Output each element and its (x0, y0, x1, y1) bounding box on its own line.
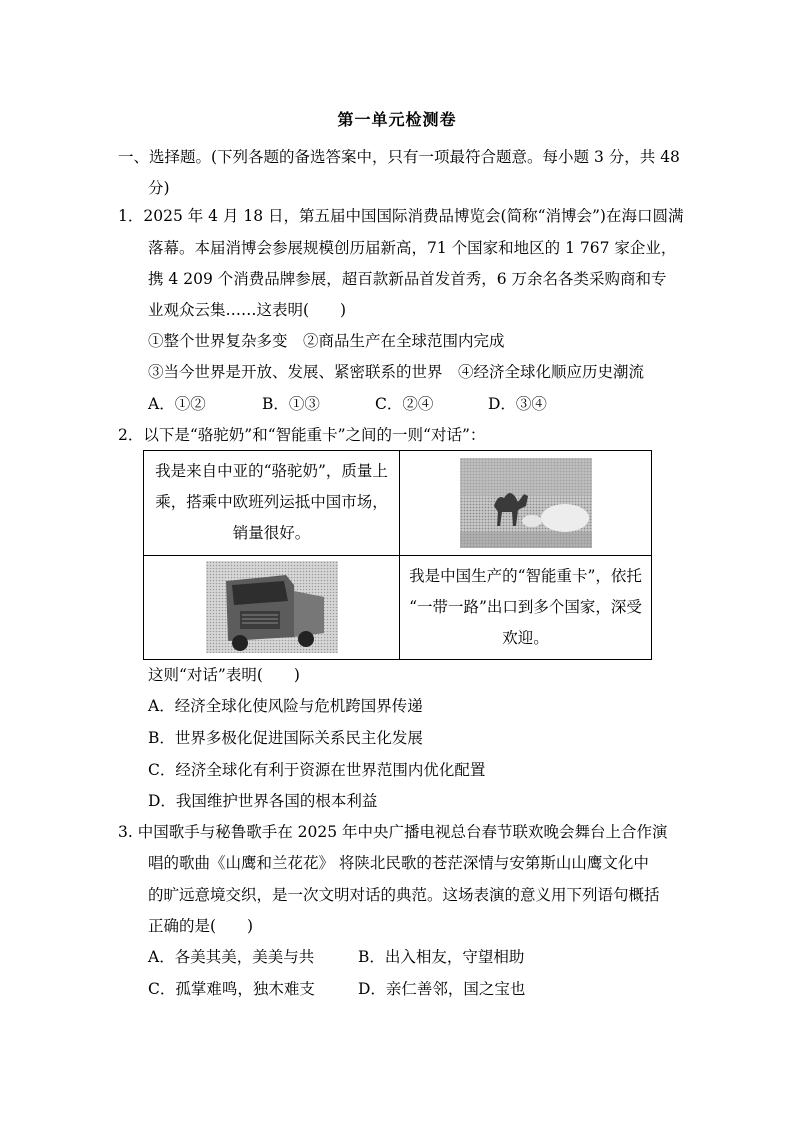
q1-stem-line: 落幕。本届消博会参展规模创历届新高，71 个国家和地区的 1 767 家企业， (148, 239, 677, 257)
q2-stem: 2．以下是“骆驼奶”和“智能重卡”之间的一则“对话”： (118, 426, 486, 444)
camel-milk-cell (144, 451, 400, 556)
dialog-table (143, 450, 652, 660)
truck-text: “一带一路”出口到多个国家，深受 (409, 597, 642, 616)
q2-option-a[interactable]: A．经济全球化使风险与危机跨国界传递 (148, 697, 423, 715)
truck-cell (400, 555, 652, 660)
camel-image-cell (400, 451, 652, 556)
q1-option-d[interactable]: D．③④ (488, 395, 547, 413)
q1-stem-line: 1．2025 年 4 月 18 日，第五届中国国际消费品博览会(简称“消博会”)在海口圆满 (118, 207, 684, 225)
truck-text: 欢迎。 (502, 628, 549, 647)
q3-option-d[interactable]: D．亲仁善邻，国之宝也 (358, 980, 526, 998)
q1-stem-line: 业观众云集……这表明( ) (148, 301, 347, 319)
q3-stem-line: 正确的是( ) (148, 917, 254, 935)
section-heading-cont: 分) (148, 179, 170, 197)
q1-statement: ③当今世界是开放、发展、紧密联系的世界 ④经济全球化顺应历史潮流 (148, 363, 645, 381)
q1-statement: ①整个世界复杂多变 ②商品生产在全球范围内完成 (148, 332, 505, 350)
q1-option-a[interactable]: A．①② (148, 395, 206, 413)
q1-option-c[interactable]: C．②④ (375, 395, 434, 413)
page-title: 第一单元检测卷 (337, 110, 457, 129)
q2-option-b[interactable]: B．世界多极化促进国际关系民主化发展 (148, 729, 423, 747)
camel-image (460, 458, 592, 548)
camel-milk-text: 乘，搭乘中欧班列运抵中国市场， (155, 493, 388, 512)
q3-stem-line: 3. 中国歌手与秘鲁歌手在 2025 年中央广播电视总台春节联欢晚会舞台上合作演 (118, 823, 668, 841)
truck-text: 我是中国生产的“智能重卡”，依托 (409, 566, 642, 585)
camel-milk-text: 销量很好。 (232, 524, 311, 543)
q3-option-b[interactable]: B．出入相友，守望相助 (358, 948, 525, 966)
q3-option-a[interactable]: A．各美其美，美美与共 (148, 948, 315, 966)
q1-stem-line: 携 4 209 个消费品牌参展，超百款新品首发首秀，6 万余名各类采购商和专 (148, 270, 667, 288)
q3-option-c[interactable]: C．孤掌难鸣，独木难支 (148, 980, 315, 998)
section-heading: 一、选择题。(下列各题的备选答案中，只有一项最符合题意。每小题 3 分，共 48 (118, 148, 680, 166)
q3-stem-line: 唱的歌曲《山鹰和兰花花》 将陕北民歌的苍茫深情与安第斯山山鹰文化中 (148, 854, 649, 872)
q2-question: 这则“对话”表明( ) (148, 666, 300, 684)
q3-stem-line: 的旷远意境交织，是一次文明对话的典范。这场表演的意义用下列语句概括 (148, 886, 660, 904)
q2-option-c[interactable]: C．经济全球化有利于资源在世界范围内优化配置 (148, 761, 486, 779)
truck-image-cell (144, 555, 400, 660)
q1-option-b[interactable]: B．①③ (262, 395, 320, 413)
q2-option-d[interactable]: D．我国维护世界各国的根本利益 (148, 792, 378, 810)
truck-image (206, 561, 338, 653)
camel-milk-text: 我是来自中亚的“骆驼奶”，质量上 (155, 462, 388, 481)
